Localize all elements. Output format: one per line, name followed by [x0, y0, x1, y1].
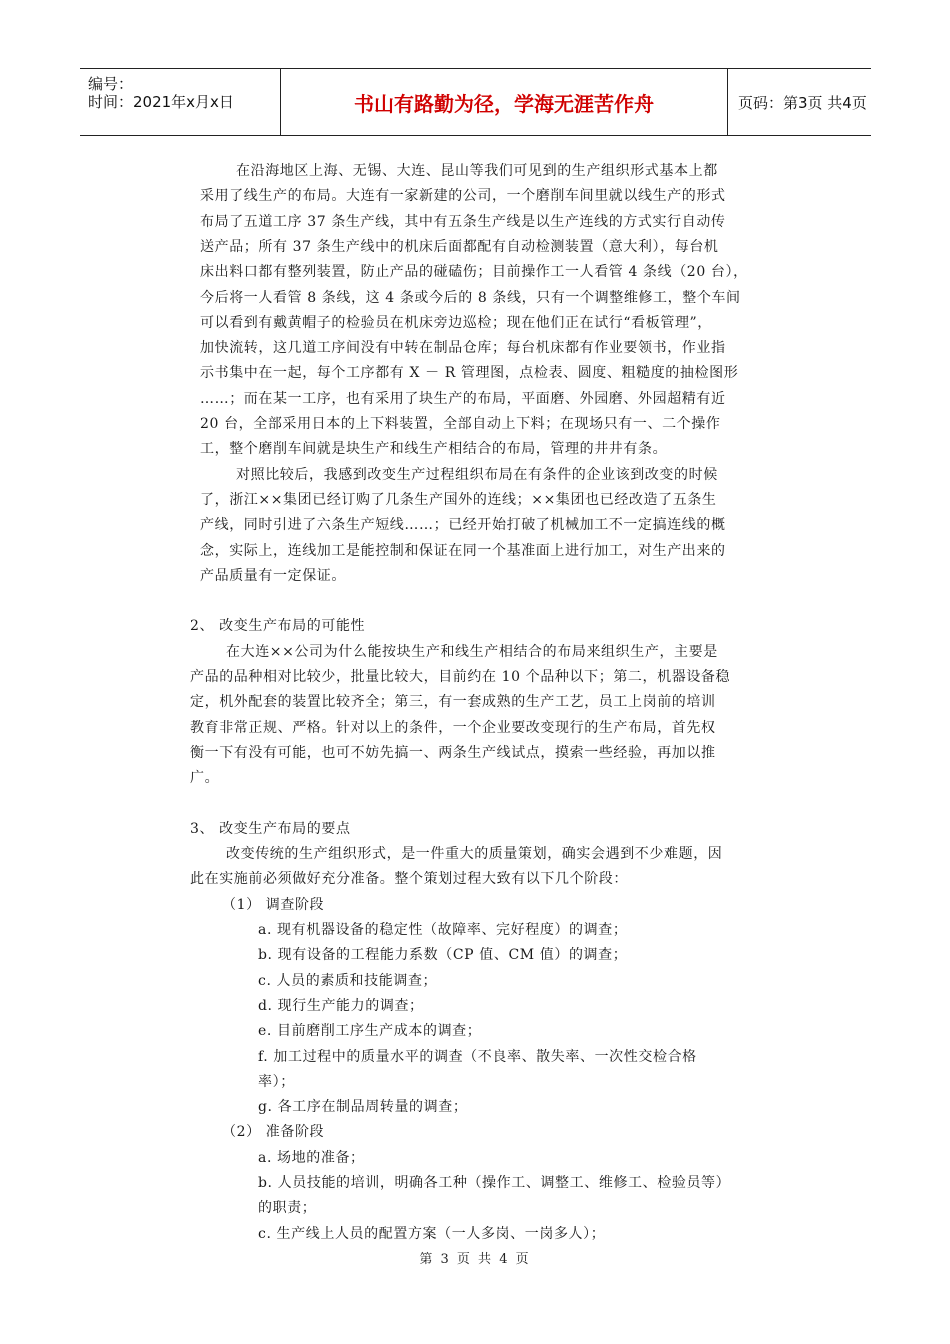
header-page-info: 页码：第3页 共4页	[738, 93, 867, 112]
paragraph-line: 今后将一人看管 8 条线，这 4 条或今后的 8 条线，只有一个调整维修工，整个车间	[200, 289, 741, 306]
paragraph-line: 对照比较后，我感到改变生产过程组织布局在有条件的企业该到改变的时候	[236, 466, 718, 483]
list-item: a. 现有机器设备的稳定性（故障率、完好程度）的调查；	[258, 922, 628, 938]
page-header	[80, 68, 871, 136]
paragraph-line: 示书集中在一起，每个工序都有 X － R 管理图，点检表、圆度、粗糙度的抽检图形	[200, 365, 739, 382]
paragraph-line: 产品的品种相对比较少，批量比较大，目前约在 10 个品种以下；第二，机器设备稳	[190, 669, 731, 685]
header-meta	[80, 69, 281, 135]
stage-heading: （2） 准备阶段	[222, 1124, 325, 1141]
paragraph-line: 床出料口都有整列装置，防止产品的碰磕伤；目前操作工一人看管 4 条线（20 台），	[200, 264, 748, 281]
paragraph-line: 采用了线生产的布局。大连有一家新建的公司，一个磨削车间里就以线生产的形式	[200, 188, 726, 205]
list-item: c. 人员的素质和技能调查；	[258, 972, 438, 989]
paragraph-line: 20 台，全部采用日本的上下料装置，全部自动上下料；在现场只有一、二个操作	[200, 416, 721, 432]
paragraph-line: 此在实施前必须做好充分准备。整个策划过程大致有以下几个阶段：	[190, 871, 628, 888]
paragraph-line: 在沿海地区上海、无锡、大连、昆山等我们可见到的生产组织形式基本上都	[236, 163, 718, 179]
paragraph-line: 定，机外配套的装置比较齐全；第三，有一套成熟的生产工艺，员工上岗前的培训	[190, 694, 716, 711]
stage-heading: （1） 调查阶段	[222, 896, 325, 913]
paragraph-line: 可以看到有戴黄帽子的检验员在机床旁边巡检；现在他们正在试行“看板管理”，	[200, 314, 712, 331]
paragraph-line: 衡一下有没有可能，也可不妨先搞一、两条生产线试点，摸索一些经验，再加以推	[190, 744, 716, 761]
list-item: g. 各工序在制品周转量的调查；	[258, 1099, 468, 1116]
list-item: b. 现有设备的工程能力系数（CP 值、CM 值）的调查；	[258, 947, 628, 964]
paragraph-line: 教育非常正规、严格。针对以上的条件，一个企业要改变现行的生产布局，首先权	[190, 719, 716, 736]
paragraph-line: 布局了五道工序 37 条生产线，其中有五条生产线是以生产连线的方式实行自动传	[200, 213, 726, 230]
list-item: 的职责；	[258, 1200, 317, 1217]
list-item: f. 加工过程中的质量水平的调查（不良率、散失率、一次性交检合格	[258, 1048, 697, 1065]
list-item: a. 场地的准备；	[258, 1149, 365, 1166]
paragraph-line: 了，浙江××集团已经订购了几条生产国外的连线；××集团也已经改造了五条生	[200, 491, 717, 508]
section-heading: 3、 改变生产布局的要点	[190, 820, 351, 837]
list-item: d. 现行生产能力的调查；	[258, 997, 424, 1014]
paragraph-line: 产线，同时引进了六条生产短线……；已经开始打破了机械加工不一定搞连线的概	[200, 517, 726, 534]
document-date-label: 时间：2021年x月x日	[88, 93, 234, 111]
paragraph-line: ……；而在某一工序，也有采用了块生产的布局，平面磨、外园磨、外园超精有近	[200, 390, 726, 407]
document-number-label: 编号：	[88, 75, 134, 93]
paragraph-line: 加快流转，这几道工序间没有中转在制品仓库；每台机床都有作业要领书，作业指	[200, 340, 726, 357]
section-heading: 2、 改变生产布局的可能性	[190, 618, 366, 635]
paragraph-line: 送产品；所有 37 条生产线中的机床后面都配有自动检测装置（意大利），每台机	[200, 238, 719, 255]
paragraph-line: 广。	[190, 770, 220, 787]
list-item: 率）；	[258, 1073, 295, 1090]
list-item: b. 人员技能的培训，明确各工种（操作工、调整工、维修工、检验员等）	[258, 1175, 731, 1191]
paragraph-line: 工，整个磨削车间就是块生产和线生产相结合的布局，管理的井井有条。	[200, 441, 668, 458]
header-motto: 书山有路勤为径，学海无涯苦作舟	[281, 69, 728, 135]
paragraph-line: 产品质量有一定保证。	[200, 567, 346, 584]
paragraph-line: 念，实际上，连线加工是能控制和保证在同一个基准面上进行加工，对生产出来的	[200, 542, 726, 559]
paragraph-line: 在大连××公司为什么能按块生产和线生产相结合的布局来组织生产，主要是	[226, 643, 718, 660]
paragraph-line: 改变传统的生产组织形式，是一件重大的质量策划，确实会遇到不少难题，因	[226, 846, 723, 863]
list-item: e. 目前磨削工序生产成本的调查；	[258, 1023, 482, 1040]
list-item: c. 生产线上人员的配置方案（一人多岗、一岗多人）；	[258, 1225, 606, 1242]
page-footer: 第 3 页 共 4 页	[419, 1252, 531, 1267]
